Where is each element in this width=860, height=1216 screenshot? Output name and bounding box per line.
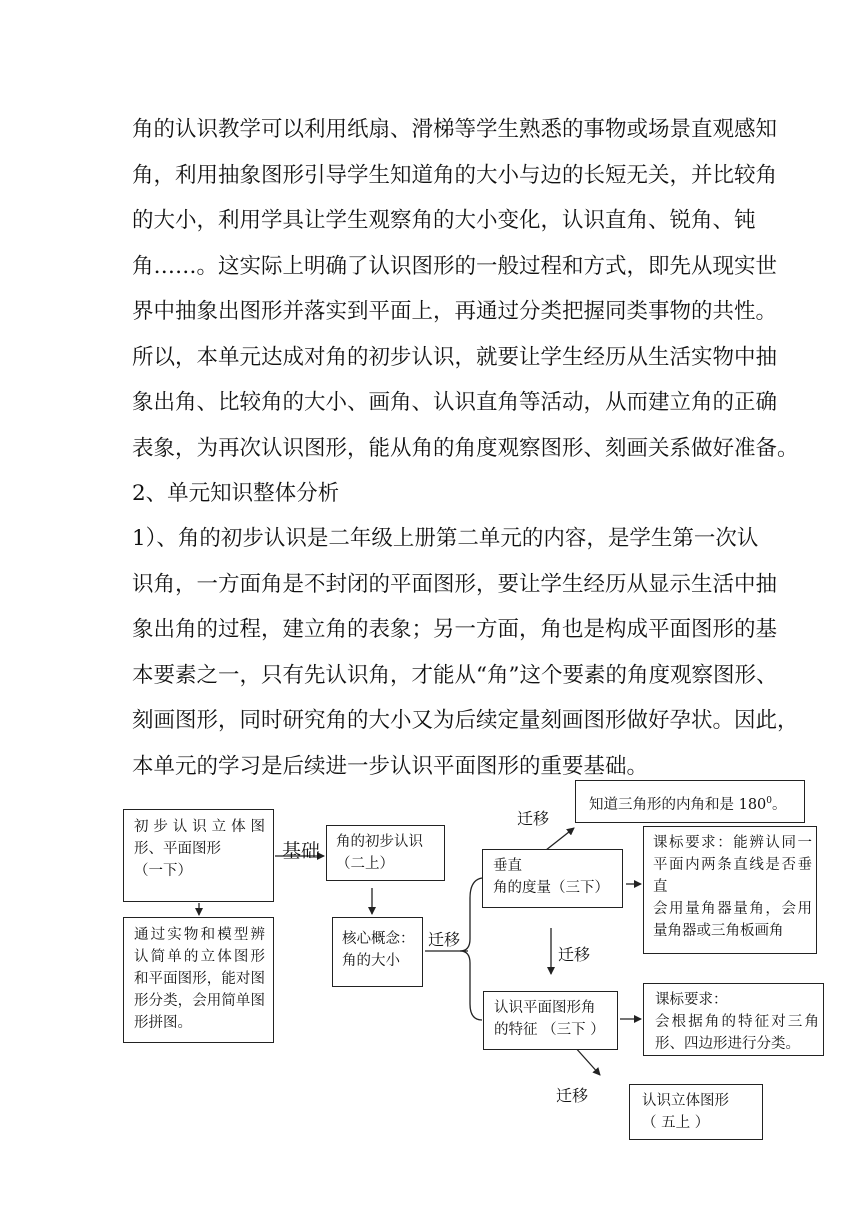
box-line: 课标要求：	[655, 992, 728, 1008]
box-solid-figures-5	[629, 1084, 763, 1140]
box-plane-figure-features	[483, 991, 618, 1050]
box-line: 形分类，会用简单图	[134, 993, 265, 1009]
box-curriculum-standard-1	[643, 826, 817, 954]
text-line: 表象，为再次认识图形，能从角的角度观察图形、刻画关系做好准备。	[132, 435, 799, 461]
text-line: 的大小，利用学具让学生观察角的大小变化，认识直角、锐角、钝	[132, 208, 756, 233]
box-line: 角的度量（三下）	[493, 880, 609, 896]
box-line: 垂直	[493, 858, 522, 874]
box-line: 形拼图。	[134, 1015, 192, 1031]
box-curriculum-standard-2	[643, 983, 824, 1056]
text-line: 本单元的学习是后续进一步认识平面图形的重要基础。	[132, 753, 649, 779]
label-transfer-top: 迁移	[517, 809, 550, 828]
box-line: 通过实物和模型辨	[134, 927, 265, 943]
text-line: 角……。这实际上明确了认识图形的一般过程和方式，即先从现实世	[132, 253, 778, 279]
box-line: 形、平面图形	[134, 841, 221, 857]
box-line: 量角器或三角板画角	[653, 923, 784, 939]
box-line: 角的初步认识	[336, 834, 423, 850]
box-line: 认简单的立体图形	[134, 949, 265, 965]
box-models-recognition	[123, 917, 274, 1043]
box-line: （二上）	[336, 856, 394, 872]
text-line: 角，利用抽象图形引导学生知道角的大小与边的长短无关，并比较角	[132, 162, 778, 188]
box-line: （ 五上 ）	[642, 1115, 710, 1131]
text-line: 识角，一方面角是不封闭的平面图形，要让学生经历从显示生活中抽	[132, 571, 778, 597]
box-line: 的特征 （三下 ）	[494, 1022, 605, 1038]
label-transfer-bottom: 迁移	[556, 1086, 589, 1105]
label-transfer-middle: 迁移	[558, 945, 591, 964]
box-line: 和平面图形，能对图	[134, 971, 265, 987]
text-line: 象出角、比较角的大小、画角、认识直角等活动，从而建立角的正确	[132, 390, 778, 415]
text-line: 角的认识教学可以利用纸扇、滑梯等学生熟悉的事物或场景直观感知	[132, 117, 778, 142]
text-line: 本要素之一，只有先认识角，才能从“角”这个要素的角度观察图形、	[132, 662, 778, 688]
box-line: 知道三角形的内角和是 $180^0$。	[589, 796, 787, 813]
label-basis: 基础	[282, 840, 321, 862]
text-line: 象出角的过程，建立角的表象；另一方面，角也是构成平面图形的基	[132, 617, 778, 642]
box-line: 形、四边形进行分类。	[655, 1036, 800, 1052]
box-line: 认识平面图形角	[494, 1000, 596, 1016]
box-triangle-angle-sum	[575, 780, 805, 823]
box-perpendicular-measure	[482, 849, 623, 908]
label-transfer-core: 迁移	[428, 930, 461, 949]
branch-brace	[460, 878, 482, 1020]
box-solid-plane-figures	[123, 809, 274, 902]
box-angle-intro	[326, 825, 445, 881]
box-line: 课标要求：能辨认同一	[653, 835, 812, 851]
box-line: 角的大小	[342, 953, 400, 969]
text-line: 界中抽象出图形并落实到平面上，再通过分类把握同类事物的共性。	[132, 299, 778, 324]
section-heading: 2、单元知识整体分析	[132, 481, 340, 506]
box-line: 核心概念：	[342, 931, 415, 947]
box-line: 会用量角器量角，会用	[653, 901, 812, 917]
box-line: （一下）	[134, 863, 192, 879]
box-line: 初步认识立体图	[134, 819, 265, 835]
box-core-concept	[332, 917, 423, 987]
box-line: 会根据角的特征对三角	[655, 1014, 819, 1030]
arrow-features-to-solid2	[574, 1046, 600, 1075]
text-line: 1）、角的初步认识是二年级上册第二单元的内容，是学生第一次认	[132, 526, 759, 551]
box-line: 平面内两条直线是否垂	[653, 857, 812, 873]
text-line: 所以，本单元达成对角的初步认识，就要让学生经历从生活实物中抽	[132, 344, 778, 370]
text-line: 刻画图形，同时研究角的大小又为后续定量刻画图形做好孕状。因此，	[132, 708, 799, 733]
box-line: 认识立体图形	[642, 1093, 729, 1109]
box-line: 直	[653, 879, 668, 895]
